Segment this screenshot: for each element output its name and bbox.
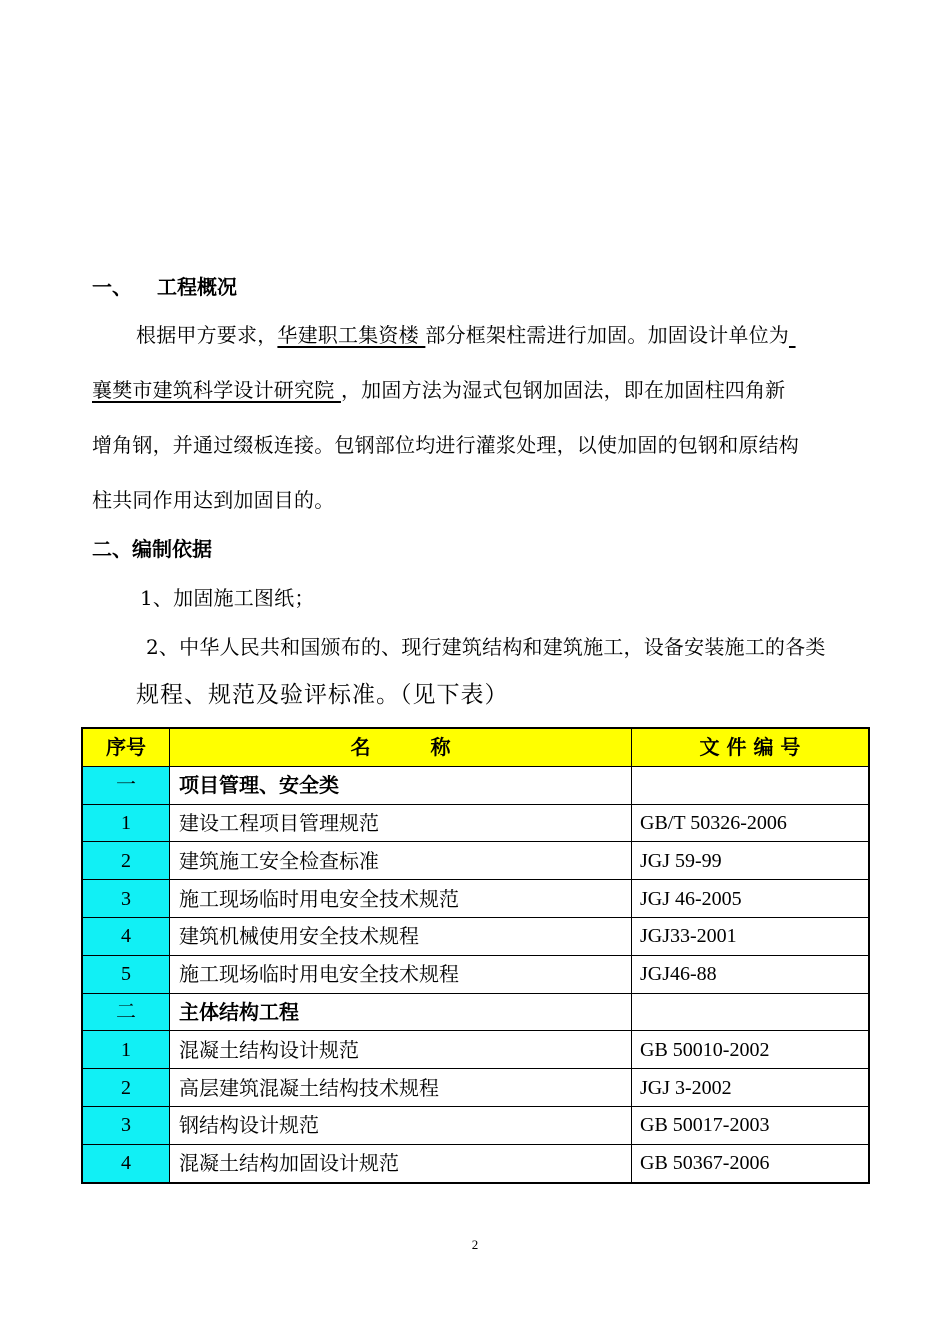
cell-name: 主体结构工程 [170,993,632,1031]
table-row [82,880,869,918]
cell-no: 3 [82,880,170,918]
section-1-title: 工程概况 [156,275,237,299]
table-row [82,1031,869,1069]
cell-code [632,766,870,804]
cell-no: 2 [82,1069,170,1107]
cell-name: 混凝土结构加固设计规范 [170,1144,632,1182]
design-unit: 襄樊市建筑科学设计研究院 [92,378,341,402]
section-1-number: 一、 [92,275,132,299]
cell-code: GB 50010-2002 [632,1031,870,1069]
cell-code: JGJ 3-2002 [632,1069,870,1107]
overview-line-3: 增角钢，并通过缀板连接。包钢部位均进行灌浆处理，以使加固的包钢和原结构 [92,433,799,457]
table-row [82,917,869,955]
cell-no: 二 [82,993,170,1031]
table-row [82,1106,869,1144]
cell-name: 高层建筑混凝土结构技术规程 [170,1069,632,1107]
table-row [82,955,869,993]
cell-name: 施工现场临时用电安全技术规程 [170,955,632,993]
project-name: 华建职工集资楼 [277,323,426,347]
header-code: 文 件 编 号 [632,728,870,766]
cell-no: 一 [82,766,170,804]
cell-no: 5 [82,955,170,993]
cell-code: JGJ46-88 [632,955,870,993]
cell-code: GB 50017-2003 [632,1106,870,1144]
cell-name: 混凝土结构设计规范 [170,1031,632,1069]
basis-item-1: 1、加固施工图纸； [140,586,315,610]
basis-item-2-line-1: 2、中华人民共和国颁布的、现行建筑结构和建筑施工，设备安装施工的各类 [146,635,826,659]
table-row [82,993,869,1031]
cell-name: 施工现场临时用电安全技术规范 [170,880,632,918]
standards-table [81,727,870,1184]
cell-no: 4 [82,917,170,955]
page-number: 2 [471,1237,479,1252]
cell-name: 项目管理、安全类 [170,766,632,804]
cell-name: 钢结构设计规范 [170,1106,632,1144]
cell-no: 1 [82,804,170,842]
cell-code [632,993,870,1031]
table-row [82,1069,869,1107]
overview-line-1 [136,320,796,350]
section-1-heading [92,273,237,301]
table-row [82,842,869,880]
underline-blank [789,323,796,347]
cell-no: 3 [82,1106,170,1144]
overview-line-2 [92,375,785,405]
overview-text: 部分框架柱需进行加固。加固设计单位为 [425,323,789,347]
cell-code: GB 50367-2006 [632,1144,870,1182]
cell-name: 建筑施工安全检查标准 [170,842,632,880]
header-name: 名 称 [170,728,632,766]
table-header-row [82,728,869,766]
cell-name: 建筑机械使用安全技术规程 [170,917,632,955]
cell-code: JGJ 59-99 [632,842,870,880]
overview-text: ，加固方法为湿式包钢加固法，即在加固柱四角新 [340,378,786,402]
section-2-heading: 二、编制依据 [92,537,212,561]
cell-no: 4 [82,1144,170,1182]
table-row [82,766,869,804]
cell-no: 2 [82,842,170,880]
cell-code: JGJ33-2001 [632,917,870,955]
table-row [82,1144,869,1182]
overview-text: 根据甲方要求， [136,323,278,347]
overview-line-4: 柱共同作用达到加固目的。 [92,488,335,512]
header-no: 序号 [82,728,170,766]
cell-code: GB/T 50326-2006 [632,804,870,842]
basis-item-2-line-2: 规程、规范及验评标准。（见下表） [136,682,509,708]
cell-no: 1 [82,1031,170,1069]
cell-name: 建设工程项目管理规范 [170,804,632,842]
table-row [82,804,869,842]
cell-code: JGJ 46-2005 [632,880,870,918]
